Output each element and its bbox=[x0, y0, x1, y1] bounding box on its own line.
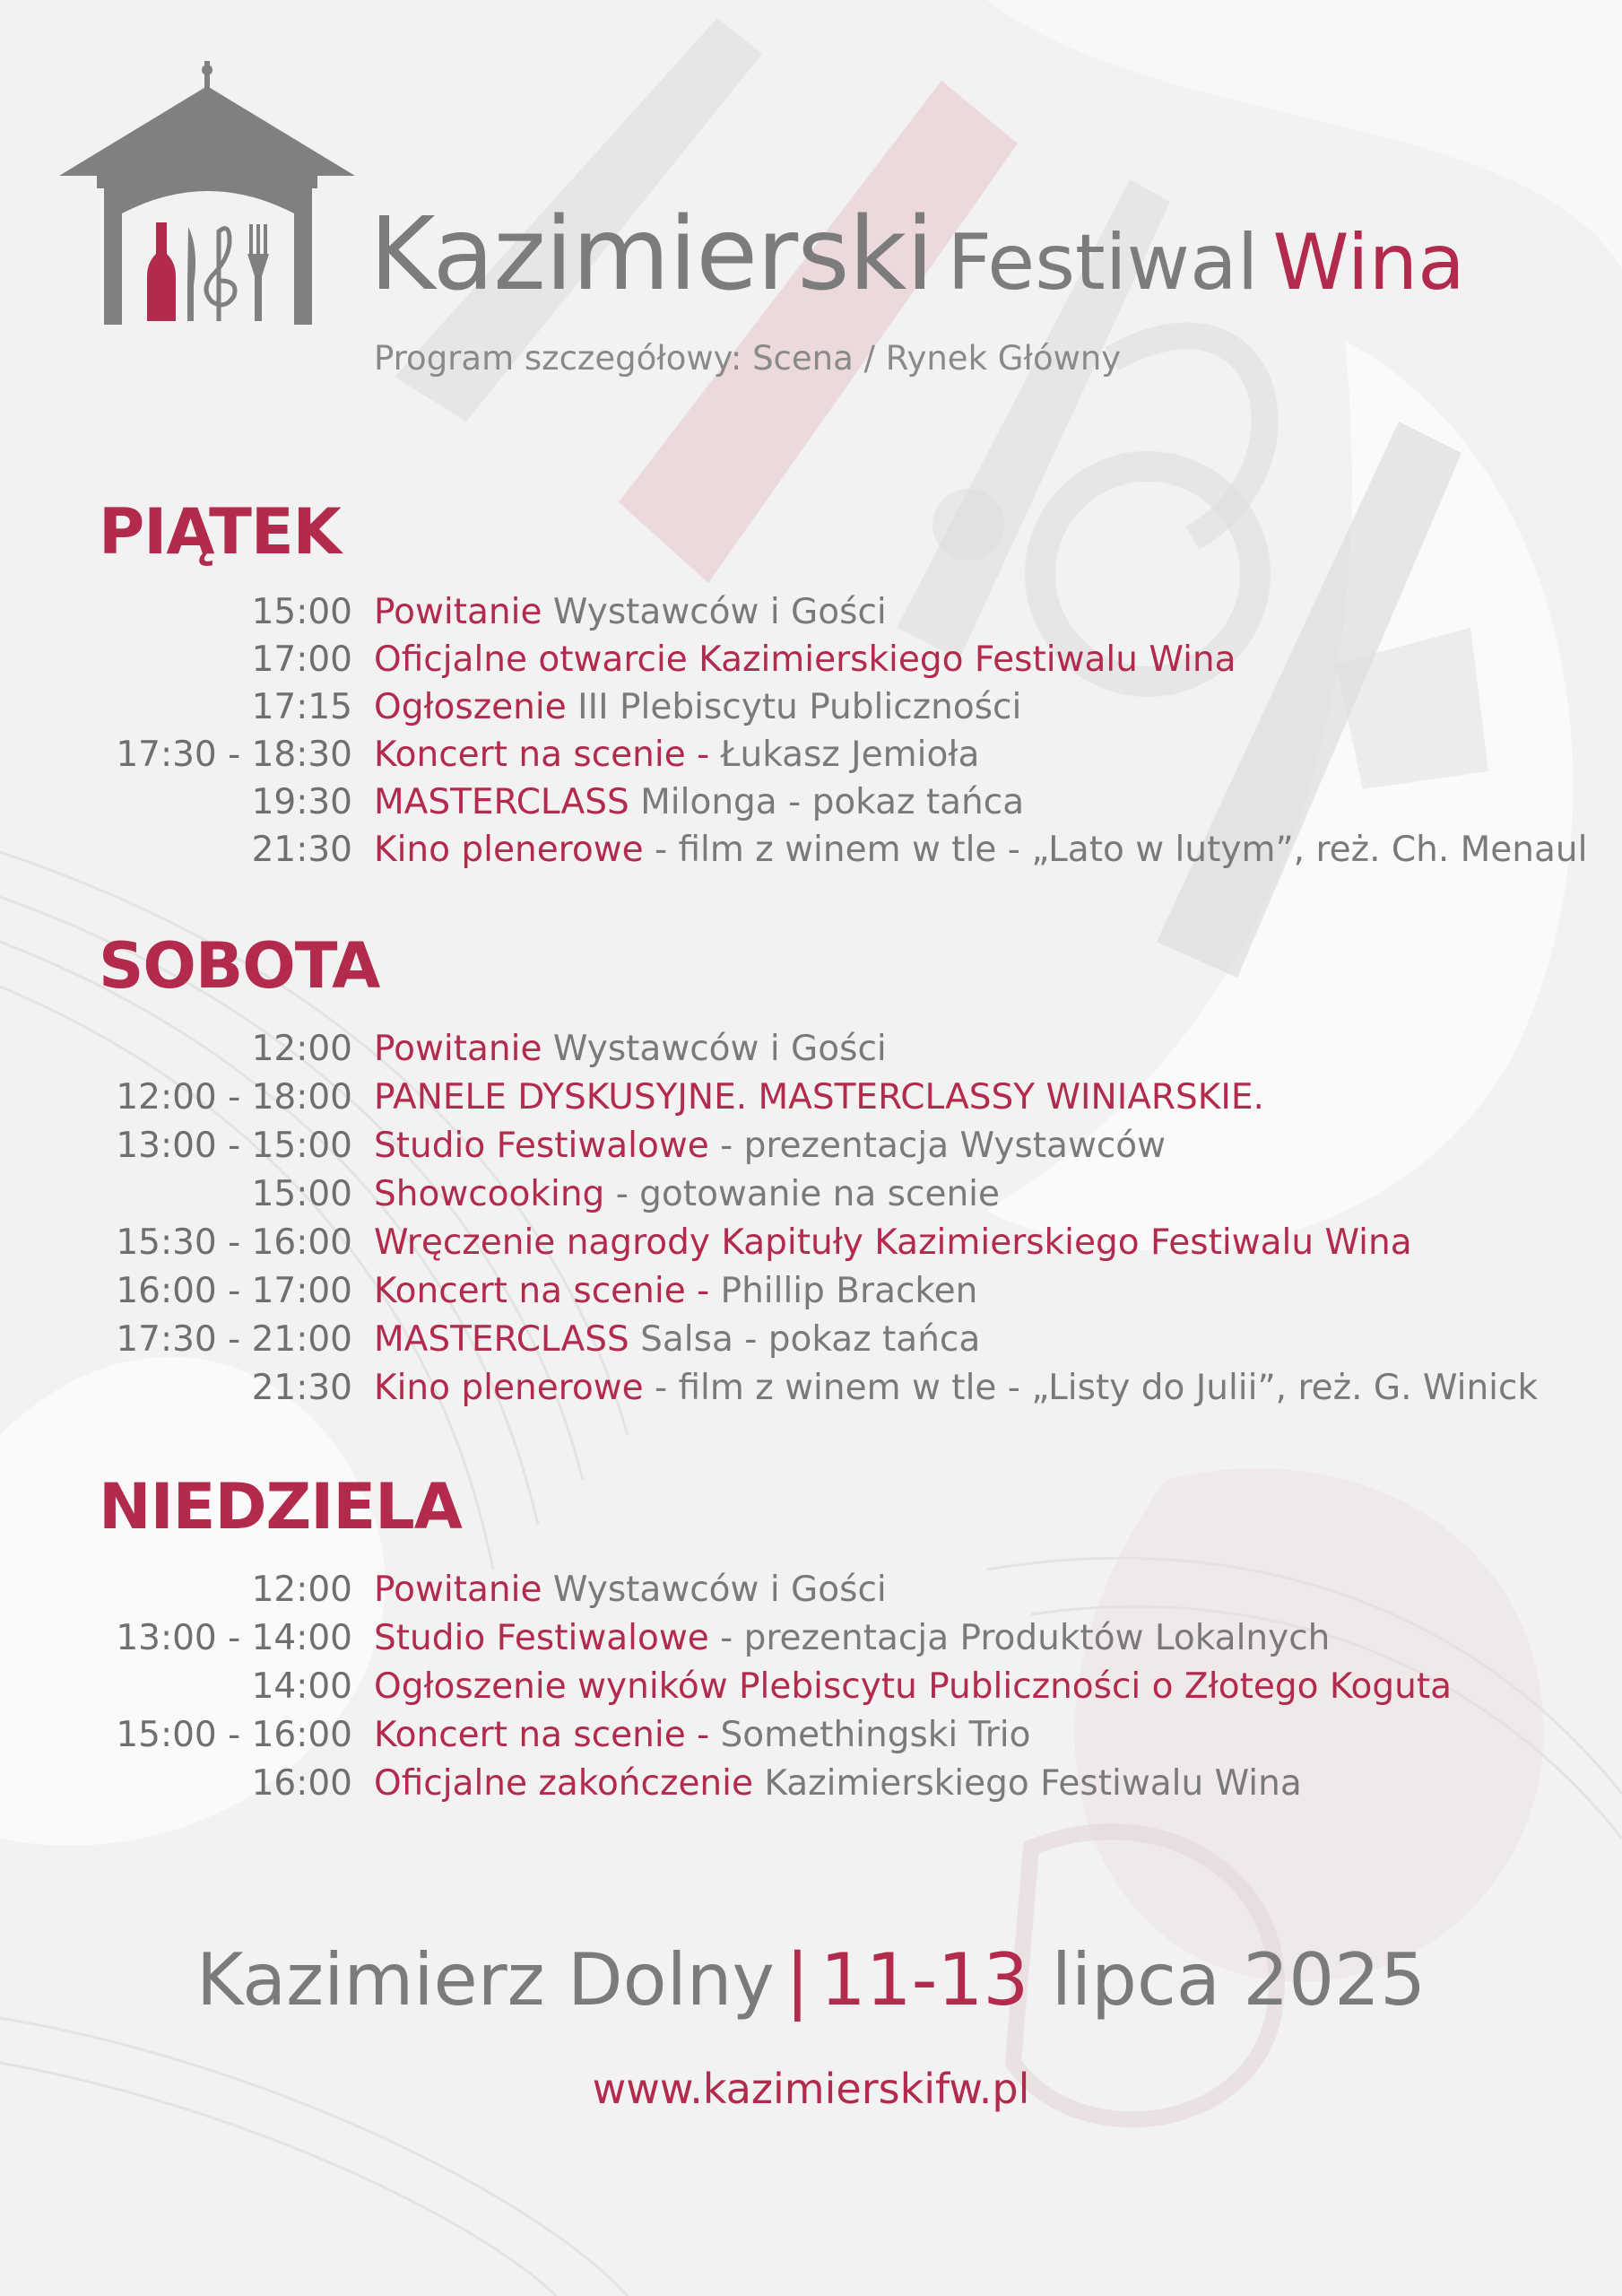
divider: | bbox=[785, 1938, 810, 2022]
event-detail: - gotowanie na scenie bbox=[604, 1174, 1000, 1214]
event-time: 12:00 bbox=[251, 1570, 352, 1610]
event-detail: Milonga - pokaz tańca bbox=[629, 782, 1025, 822]
day-heading-piatek: PIĄTEK bbox=[99, 495, 341, 569]
event-detail: - prezentacja Wystawców bbox=[708, 1126, 1167, 1166]
schedule-row bbox=[0, 1267, 1622, 1316]
event-description bbox=[374, 1316, 980, 1364]
event-detail: - film z winem w tle - „Lato w lutym”, reż. Ch. Menaul bbox=[643, 830, 1588, 870]
event-time: 13:00 - 15:00 bbox=[116, 1126, 352, 1166]
event-time: 13:00 - 14:00 bbox=[116, 1618, 352, 1658]
event-time: 21:30 bbox=[251, 830, 352, 870]
event-detail: Kazimierskiego Festiwalu Wina bbox=[752, 1763, 1302, 1804]
day-heading-sobota: SOBOTA bbox=[99, 929, 380, 1003]
schedule-row bbox=[0, 1711, 1622, 1760]
event-detail: Somethingski Trio bbox=[709, 1715, 1031, 1755]
event-description bbox=[374, 636, 1236, 684]
festival-title bbox=[369, 196, 1465, 313]
event-time: 12:00 - 18:00 bbox=[116, 1077, 352, 1118]
event-time: 15:00 bbox=[251, 592, 352, 632]
schedule-row bbox=[0, 1614, 1622, 1663]
event-detail: - prezentacja Produktów Lokalnych bbox=[708, 1618, 1331, 1658]
event-description bbox=[374, 1267, 977, 1316]
event-time: 17:30 - 18:30 bbox=[116, 735, 352, 775]
schedule-row bbox=[0, 1566, 1622, 1614]
event-description bbox=[374, 778, 1024, 827]
event-detail: Wystawców i Gości bbox=[542, 1570, 887, 1610]
schedule-row bbox=[0, 683, 1622, 732]
event-description bbox=[374, 1219, 1412, 1267]
event-description bbox=[374, 826, 1587, 874]
event-highlight: Powitanie bbox=[374, 1570, 542, 1610]
wine-bottle-icon bbox=[147, 222, 176, 321]
title-festiwal: Festiwal bbox=[947, 218, 1259, 308]
schedule-row bbox=[0, 636, 1622, 684]
event-highlight: Ogłoszenie bbox=[374, 687, 567, 727]
event-highlight: Powitanie bbox=[374, 592, 542, 632]
event-highlight: Studio Festiwalowe bbox=[374, 1618, 709, 1658]
event-highlight: Oficjalne otwarcie Kazimierskiego Festiwalu Wina bbox=[374, 639, 1236, 680]
location: Kazimierz Dolny bbox=[196, 1938, 775, 2022]
event-highlight: MASTERCLASS bbox=[374, 782, 629, 822]
event-time: 15:30 - 16:00 bbox=[116, 1222, 352, 1263]
event-detail: Łukasz Jemioła bbox=[709, 735, 980, 775]
event-highlight: Wręczenie nagrody Kapituły Kazimierskiego Festiwalu Wina bbox=[374, 1222, 1412, 1263]
event-highlight: PANELE DYSKUSYJNE. MASTERCLASSY WINIARSKIE. bbox=[374, 1077, 1264, 1118]
event-highlight: Koncert na scenie - bbox=[374, 1271, 710, 1311]
event-highlight: Studio Festiwalowe bbox=[374, 1126, 709, 1166]
schedule-row bbox=[0, 1316, 1622, 1364]
event-description bbox=[374, 1614, 1330, 1663]
schedule-row bbox=[0, 731, 1622, 779]
event-highlight: Koncert na scenie - bbox=[374, 735, 710, 775]
event-time: 14:00 bbox=[251, 1666, 352, 1707]
event-time: 15:00 bbox=[251, 1174, 352, 1214]
event-highlight: Ogłoszenie wyników Plebiscytu Publiczności o Złotego Koguta bbox=[374, 1666, 1453, 1707]
event-highlight: MASTERCLASS bbox=[374, 1319, 629, 1360]
schedule-row bbox=[0, 1025, 1622, 1074]
treble-clef-icon bbox=[206, 229, 235, 321]
event-description bbox=[374, 1170, 1000, 1219]
event-detail: Wystawców i Gości bbox=[542, 592, 887, 632]
event-time: 15:00 - 16:00 bbox=[116, 1715, 352, 1755]
month-year: lipca 2025 bbox=[1051, 1938, 1426, 2022]
event-highlight: Powitanie bbox=[374, 1029, 542, 1069]
title-kazimierski: Kazimierski bbox=[369, 196, 933, 313]
event-time: 17:15 bbox=[251, 687, 352, 727]
schedule-row bbox=[0, 826, 1622, 874]
event-description bbox=[374, 1074, 1264, 1122]
schedule-row bbox=[0, 1364, 1622, 1413]
schedule-row bbox=[0, 1074, 1622, 1122]
program-subtitle: Program szczegółowy: Scena / Rynek Główny bbox=[374, 339, 1122, 378]
event-description bbox=[374, 683, 1021, 732]
gazebo-logo-icon bbox=[59, 61, 355, 326]
event-description bbox=[374, 1566, 887, 1614]
event-location-dates bbox=[0, 1938, 1622, 2022]
event-detail: - film z winem w tle - „Listy do Julii”, reż. G. Winick bbox=[643, 1368, 1539, 1408]
event-time: 16:00 bbox=[251, 1763, 352, 1804]
event-time: 21:30 bbox=[251, 1368, 352, 1408]
schedule-row bbox=[0, 1122, 1622, 1170]
event-description bbox=[374, 1025, 887, 1074]
website-link[interactable]: www.kazimierskifw.pl bbox=[592, 2065, 1030, 2113]
event-time: 17:00 bbox=[251, 639, 352, 680]
event-highlight: Kino plenerowe bbox=[374, 830, 644, 870]
event-description bbox=[374, 1760, 1302, 1808]
event-detail: Salsa - pokaz tańca bbox=[629, 1319, 981, 1360]
event-description bbox=[374, 588, 887, 637]
event-time: 17:30 - 21:00 bbox=[116, 1319, 352, 1360]
schedule-row bbox=[0, 588, 1622, 637]
event-detail: III Plebiscytu Publiczności bbox=[566, 687, 1022, 727]
event-time: 12:00 bbox=[251, 1029, 352, 1069]
event-description bbox=[374, 1663, 1452, 1711]
event-highlight: Oficjalne zakończenie bbox=[374, 1763, 753, 1804]
knife-icon bbox=[187, 227, 195, 321]
event-detail: Phillip Bracken bbox=[709, 1271, 978, 1311]
schedule-row bbox=[0, 778, 1622, 827]
event-description bbox=[374, 731, 979, 779]
title-wina: Wina bbox=[1272, 218, 1465, 308]
event-description bbox=[374, 1364, 1538, 1413]
day-heading-niedziela: NIEDZIELA bbox=[99, 1470, 462, 1544]
schedule-row bbox=[0, 1219, 1622, 1267]
event-highlight: Koncert na scenie - bbox=[374, 1715, 710, 1755]
event-time: 16:00 - 17:00 bbox=[116, 1271, 352, 1311]
event-description bbox=[374, 1122, 1166, 1170]
event-time: 19:30 bbox=[251, 782, 352, 822]
schedule-row bbox=[0, 1663, 1622, 1711]
event-highlight: Showcooking bbox=[374, 1174, 605, 1214]
event-highlight: Kino plenerowe bbox=[374, 1368, 644, 1408]
date-range: 11-13 bbox=[820, 1938, 1029, 2022]
event-description bbox=[374, 1711, 1030, 1760]
event-detail: Wystawców i Gości bbox=[542, 1029, 887, 1069]
schedule-row bbox=[0, 1760, 1622, 1808]
fork-icon bbox=[247, 224, 269, 321]
schedule-row bbox=[0, 1170, 1622, 1219]
